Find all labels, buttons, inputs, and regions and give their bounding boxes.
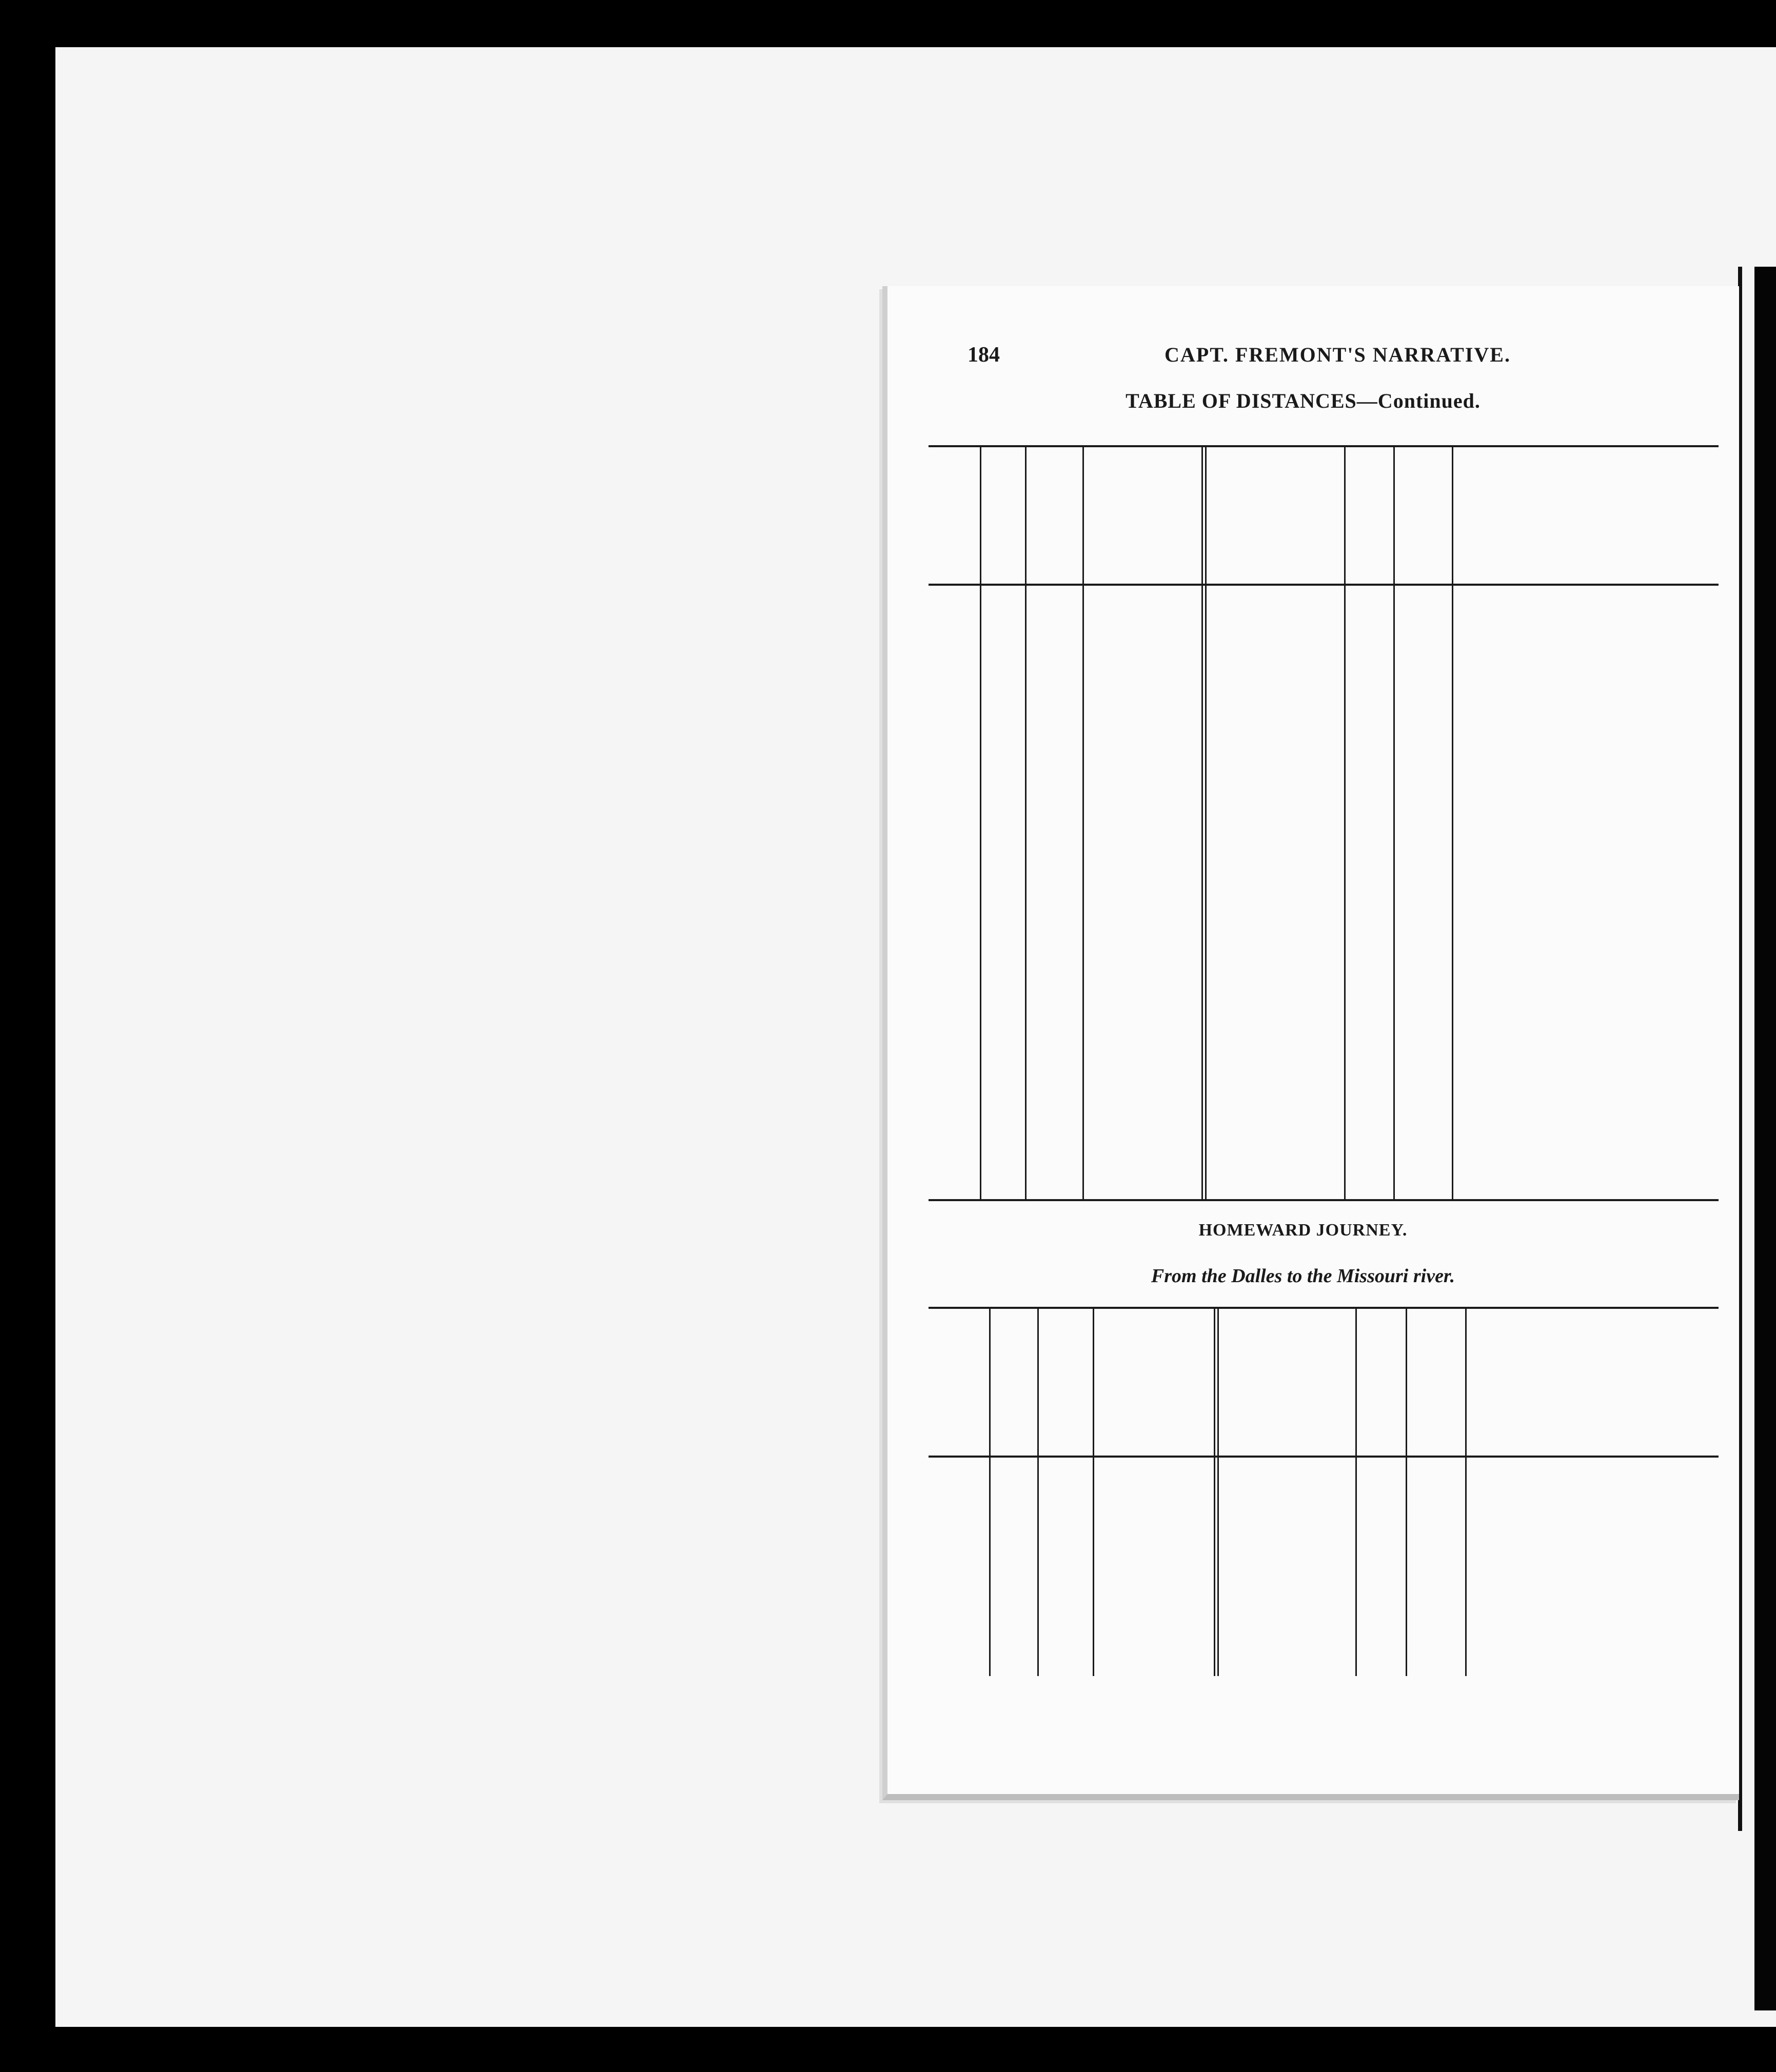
left-column-rule — [1093, 1307, 1094, 1676]
left-column-rule — [980, 445, 981, 1199]
center-double-rule — [1201, 445, 1207, 1199]
right-header-cumulative — [1395, 448, 1450, 581]
film-border-top — [0, 0, 1776, 46]
center-double-rule — [1214, 1307, 1219, 1676]
film-border-right — [1754, 267, 1776, 2010]
left-column-rule — [989, 1307, 991, 1676]
film-border-bottom — [0, 2028, 1776, 2072]
right-column-rule — [1465, 1307, 1467, 1676]
left-header-cumulative — [1027, 448, 1080, 581]
running-title: CAPT. FREMONT'S NARRATIVE. — [1165, 343, 1511, 366]
header-bottom-rule — [929, 1456, 1719, 1458]
right-column-rule — [1452, 445, 1453, 1199]
left-header-cumulative — [1039, 1310, 1091, 1452]
table-bottom-rule — [929, 1199, 1719, 1201]
running-head — [887, 343, 1719, 373]
right-column-rule — [1355, 1307, 1357, 1676]
film-border-left — [0, 0, 55, 2072]
section-title: HOMEWARD JOURNEY. — [1198, 1221, 1408, 1240]
book-page — [882, 286, 1739, 1800]
right-column-rule — [1344, 445, 1346, 1199]
right-header-daily — [1357, 1310, 1404, 1452]
page-number: 184 — [968, 343, 1000, 367]
table-top-rule — [929, 1307, 1719, 1309]
left-column-rule — [1037, 1307, 1039, 1676]
left-header-daily — [991, 1310, 1035, 1452]
right-column-rule — [1406, 1307, 1407, 1676]
left-column-rule — [1025, 445, 1027, 1199]
section-subtitle: From the Dalles to the Missouri river. — [1151, 1265, 1455, 1287]
header-bottom-rule — [929, 584, 1719, 586]
left-header-daily — [982, 448, 1023, 581]
right-header-daily — [1346, 448, 1391, 581]
left-column-rule — [1082, 445, 1084, 1199]
right-column-rule — [1393, 445, 1395, 1199]
table-top-rule — [929, 445, 1719, 447]
right-header-cumulative — [1408, 1310, 1463, 1452]
table-caption: TABLE OF DISTANCES—Continued. — [1126, 389, 1481, 412]
